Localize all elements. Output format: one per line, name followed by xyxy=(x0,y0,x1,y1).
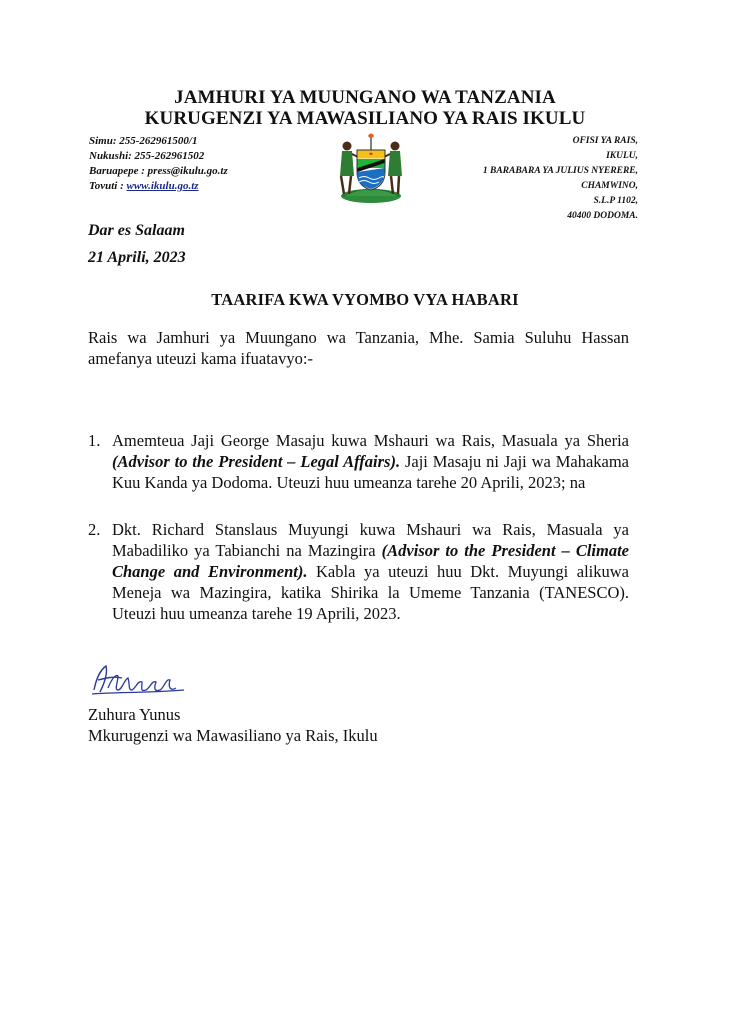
phone-number: Simu: 255-262961500/1 xyxy=(89,135,198,147)
list-item-text-before: Dkt. Richard Stanslaus Muyungi kuwa Mshauri wa Rais, Masuala ya Mabadiliko ya Tabianchi na Mazingira xyxy=(112,520,629,560)
date: 21 Aprili, 2023 xyxy=(88,249,186,266)
address-line-6: 40400 DODOMA. xyxy=(567,211,638,221)
list-item-text-after: Jaji Masaju ni Jaji wa Mahakama Kuu Kanda ya Dodoma. Uteuzi huu umeanza tarehe 20 Aprili, 2023; na xyxy=(112,452,629,492)
list-item-text xyxy=(112,519,629,624)
place-date-block xyxy=(88,217,186,271)
website-row xyxy=(89,179,228,194)
address-line-3: 1 BARABARA YA JULIUS NYERERE, xyxy=(482,166,638,176)
list-item-text-after: Kabla ya uteuzi huu Dkt. Muyungi alikuwa Meneja wa Mazingira, katika Shirika la Umeme Tanzania (TANESCO). Uteuzi huu umeanza tarehe 19 Aprili, 2023. xyxy=(112,562,629,623)
handwritten-signature-icon xyxy=(88,660,196,700)
email-address: Baruapepe : press@ikulu.go.tz xyxy=(89,165,228,177)
contact-block-left xyxy=(89,134,228,194)
intro-paragraph: Rais wa Jamhuri ya Muungano wa Tanzania, Mhe. Samia Suluhu Hassan amefanya uteuzi kama ifuatavyo:- xyxy=(88,328,629,368)
address-line-1: OFISI YA RAIS, xyxy=(572,136,638,146)
website-label: Tovuti : xyxy=(89,180,127,192)
website-link[interactable]: www.ikulu.go.tz xyxy=(126,180,199,192)
address-line-5: S.L.P 1102, xyxy=(593,196,638,206)
list-item-number: 2. xyxy=(88,520,101,539)
list-item-number: 1. xyxy=(88,431,101,450)
address-line-2: IKULU, xyxy=(606,151,638,161)
address-line-4: CHAMWINO, xyxy=(581,181,638,191)
list-item-text xyxy=(112,430,629,493)
header-line-2: KURUGENZI YA MAWASILIANO YA RAIS IKULU xyxy=(144,108,586,129)
place: Dar es Salaam xyxy=(88,222,185,239)
contact-block-right xyxy=(483,134,638,224)
list-item xyxy=(88,519,629,624)
signature-block xyxy=(88,704,378,746)
document-title: TAARIFA KWA VYOMBO VYA HABARI xyxy=(211,290,519,309)
signer-name: Zuhura Yunus xyxy=(88,705,181,724)
list-item-emphasis: (Advisor to the President – Legal Affairs). xyxy=(112,452,401,471)
tanzania-coat-of-arms-icon xyxy=(333,132,409,204)
signer-title: Mkurugenzi wa Mawasiliano ya Rais, Ikulu xyxy=(88,726,378,745)
list-item xyxy=(88,430,629,493)
fax-number: Nukushi: 255-262961502 xyxy=(89,150,205,162)
list-item-text-before: Amemteua Jaji George Masaju kuwa Mshauri wa Rais, Masuala ya Sheria xyxy=(112,431,629,450)
header-line-1: JAMHURI YA MUUNGANO WA TANZANIA xyxy=(174,87,556,108)
list-item-emphasis: (Advisor to the President – Climate Change and Environment). xyxy=(112,541,630,581)
